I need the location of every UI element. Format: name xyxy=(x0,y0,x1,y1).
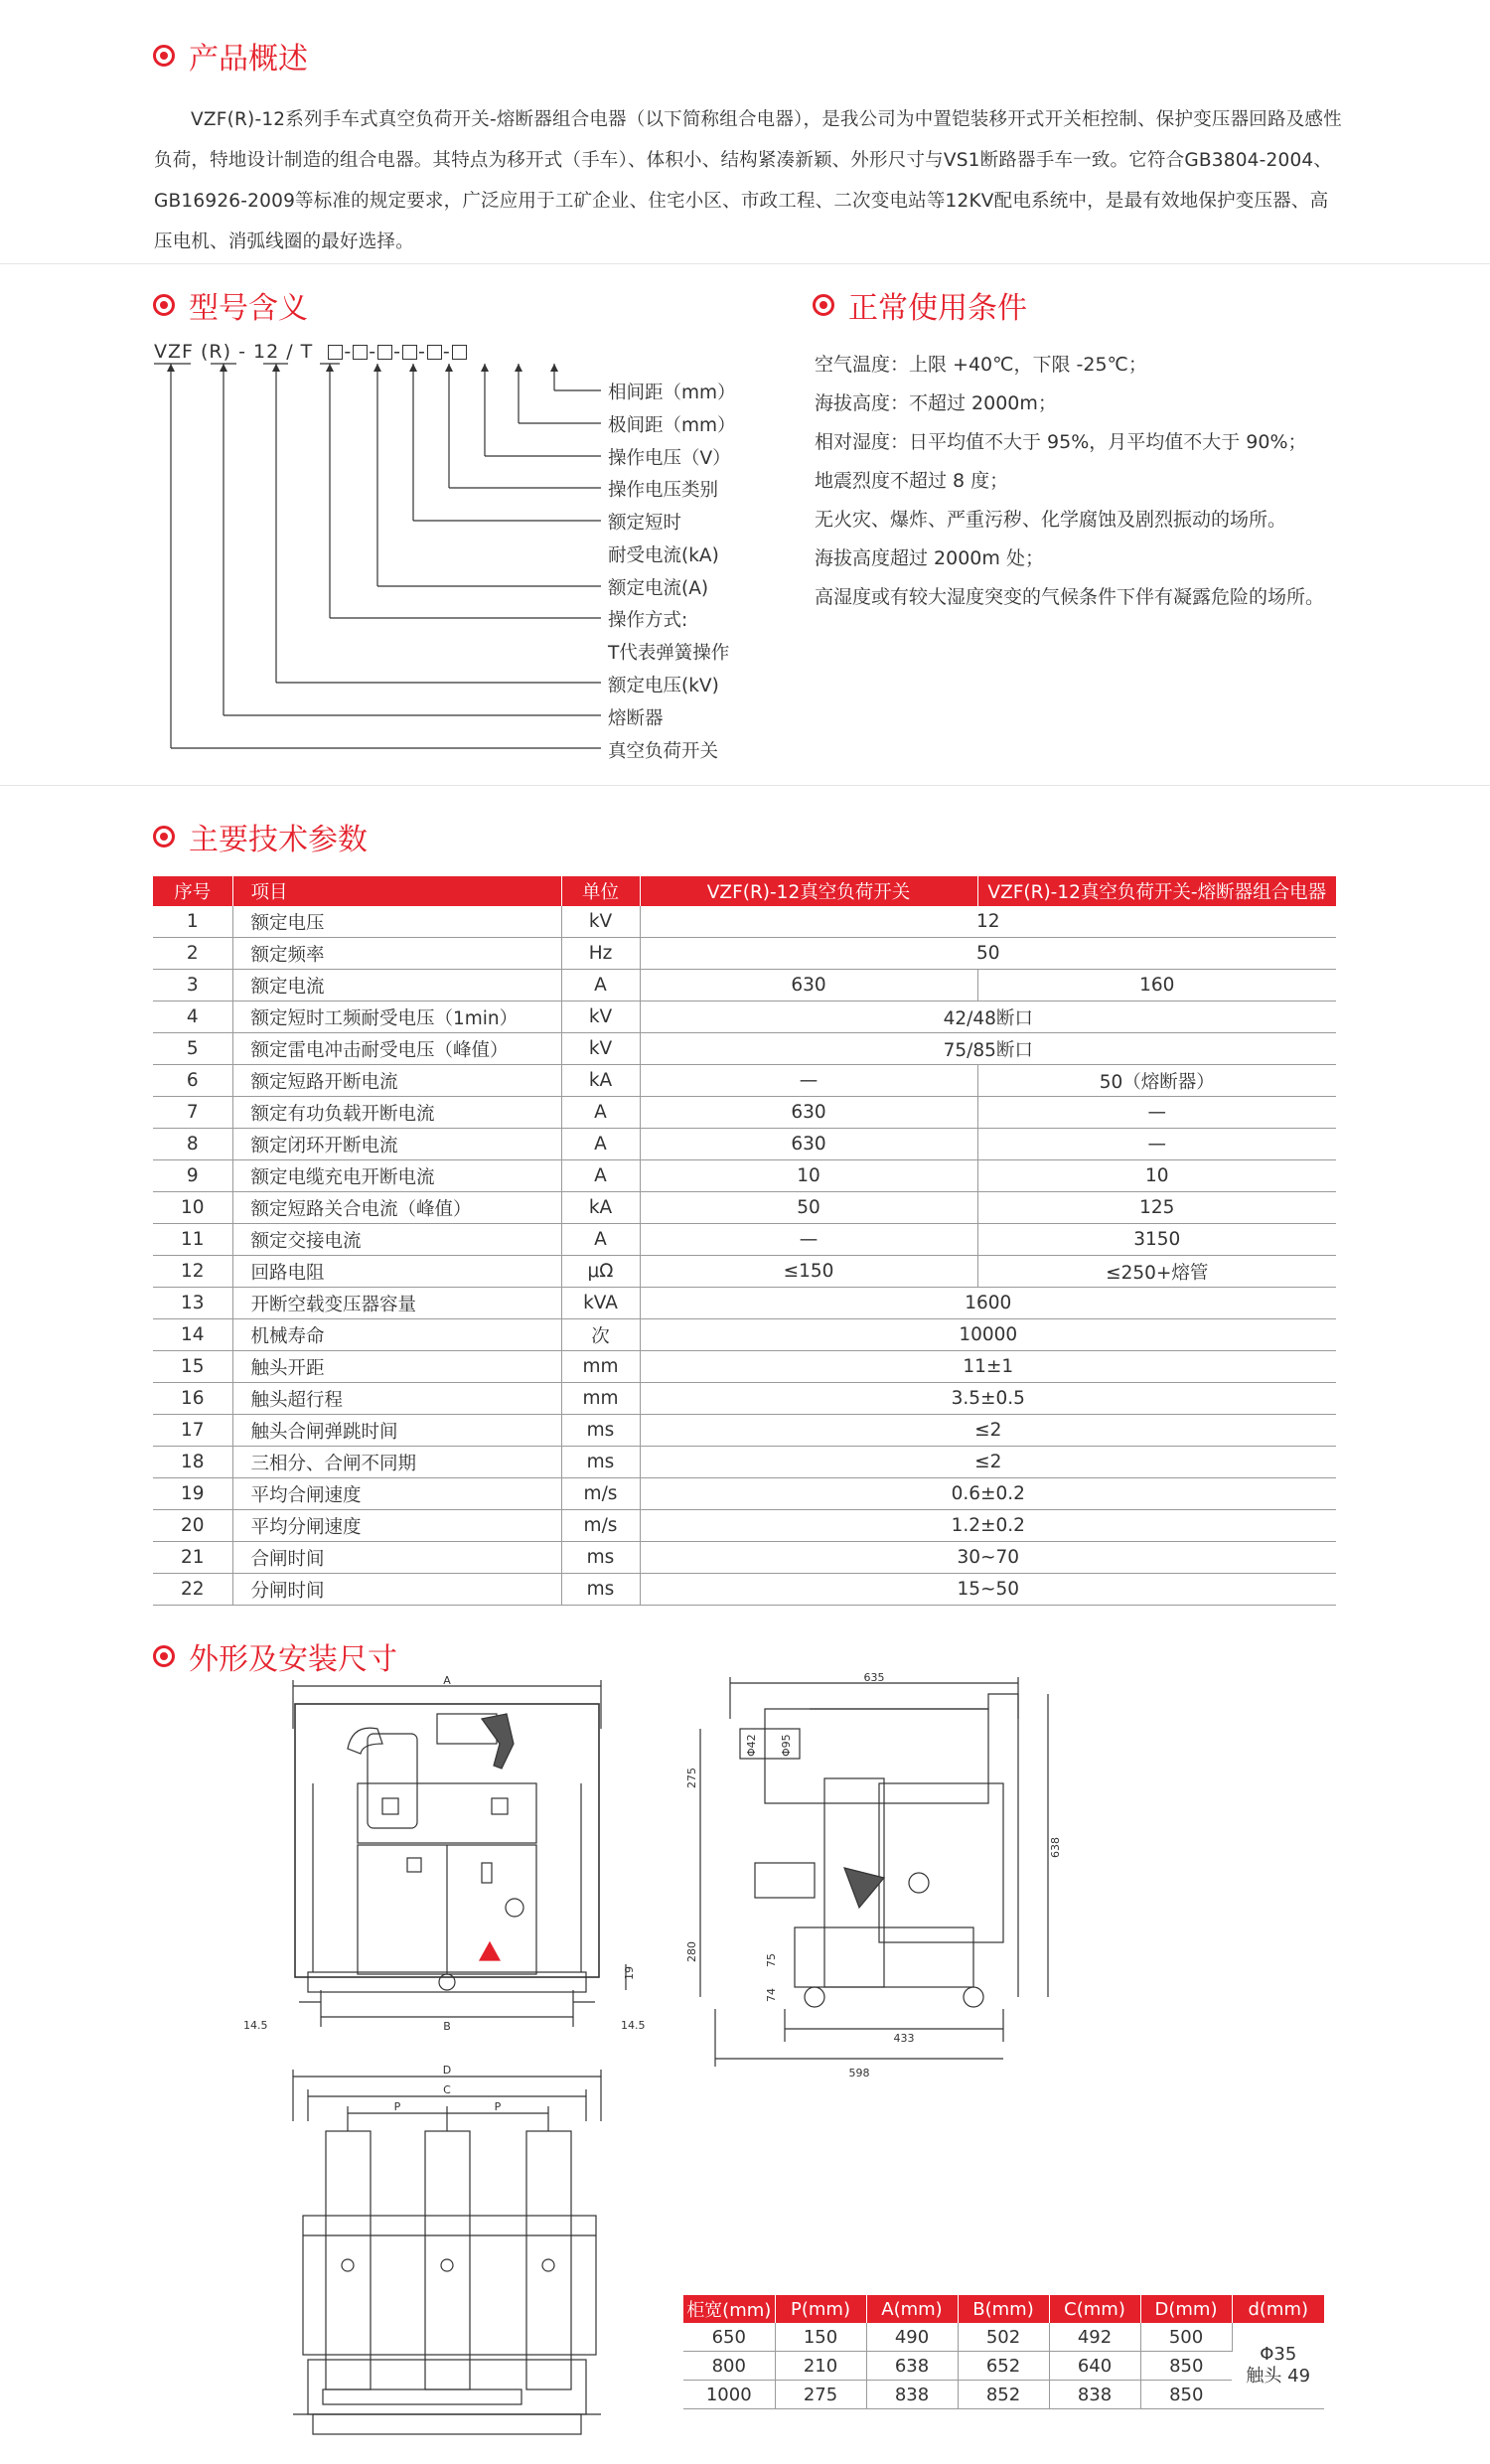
model-label: 额定短时 xyxy=(608,513,682,534)
header-cell: P(mm) xyxy=(775,2295,866,2323)
table-row xyxy=(153,938,1336,970)
table-cell-value: ≤150 xyxy=(640,1256,977,1288)
table-cell-value: 50 xyxy=(640,938,1336,970)
model-code-leader-lines xyxy=(149,358,616,765)
table-row xyxy=(153,970,1336,1001)
table-cell-unit: mm xyxy=(561,1383,640,1415)
condition-item: 地震烈度不超过 8 度； xyxy=(815,470,1009,492)
table-cell-value: 630 xyxy=(640,1097,977,1129)
table-cell-item: 触头合闸弹跳时间 xyxy=(232,1415,561,1447)
table-cell: 652 xyxy=(958,2352,1049,2381)
table-cell-no: 2 xyxy=(153,938,232,970)
divider xyxy=(0,263,1490,264)
header-cell: D(mm) xyxy=(1140,2295,1232,2323)
table-cell: 150 xyxy=(775,2323,866,2352)
dim-label-P: P xyxy=(393,2100,401,2113)
table-cell-no: 3 xyxy=(153,970,232,1001)
table-cell-unit: m/s xyxy=(561,1510,640,1542)
table-cell-no: 11 xyxy=(153,1224,232,1256)
table-cell: 800 xyxy=(683,2352,775,2381)
table-cell-value: — xyxy=(640,1224,977,1256)
table-row xyxy=(153,1097,1336,1129)
dim-label-right: 14.5 xyxy=(621,2019,646,2032)
ring-bullet-icon xyxy=(153,826,175,847)
table-row xyxy=(683,2323,1324,2352)
table-cell-item: 额定电缆充电开断电流 xyxy=(232,1160,561,1192)
section-title-overview: 产品概述 xyxy=(153,34,308,77)
table-cell: 638 xyxy=(866,2352,958,2381)
table-row xyxy=(153,1383,1336,1415)
table-row xyxy=(153,906,1336,938)
model-label: 操作电压类别 xyxy=(608,480,719,501)
table-row xyxy=(683,2381,1324,2409)
table-row xyxy=(153,1319,1336,1351)
header-cell: A(mm) xyxy=(866,2295,958,2323)
table-cell-no: 17 xyxy=(153,1415,232,1447)
table-cell-no: 19 xyxy=(153,1478,232,1510)
table-cell: 500 xyxy=(1140,2323,1232,2352)
table-cell: 640 xyxy=(1049,2352,1140,2381)
table-cell-value: 630 xyxy=(640,1129,977,1160)
table-cell-unit: A xyxy=(561,1097,640,1129)
dim-label: 433 xyxy=(893,2032,915,2045)
table-cell: 650 xyxy=(683,2323,775,2352)
table-row xyxy=(153,1415,1336,1447)
table-cell-item: 额定短路关合电流（峰值） xyxy=(232,1192,561,1224)
table-cell-unit: kV xyxy=(561,906,640,938)
table-cell-item: 三相分、合闸不同期 xyxy=(232,1447,561,1478)
table-row xyxy=(153,1510,1336,1542)
table-cell-value: 30~70 xyxy=(640,1542,1336,1574)
table-cell-item: 触头开距 xyxy=(232,1351,561,1383)
table-cell-value: ≤250+熔管 xyxy=(977,1256,1336,1288)
table-row xyxy=(153,1574,1336,1606)
table-cell-item: 额定雷电冲击耐受电压（峰值） xyxy=(232,1033,561,1065)
table-cell-unit: A xyxy=(561,970,640,1001)
condition-item: 相对湿度：日平均值不大于 95%，月平均值不大于 90%； xyxy=(815,431,1307,453)
table-cell: 838 xyxy=(1049,2381,1140,2409)
table-cell-item: 额定电流 xyxy=(232,970,561,1001)
dim-label: 638 xyxy=(1049,1837,1062,1858)
condition-item: 高湿度或有较大湿度突变的气候条件下伴有凝露危险的场所。 xyxy=(815,586,1325,608)
table-cell-unit: kV xyxy=(561,1001,640,1033)
table-cell-unit: 次 xyxy=(561,1319,640,1351)
table-cell-item: 分闸时间 xyxy=(232,1574,561,1606)
dim-label-A: A xyxy=(443,1674,451,1687)
table-cell-value: 10000 xyxy=(640,1319,1336,1351)
table-row xyxy=(683,2352,1324,2381)
table-cell-item: 额定交接电流 xyxy=(232,1224,561,1256)
table-cell-no: 1 xyxy=(153,906,232,938)
ring-bullet-icon xyxy=(153,45,175,67)
model-label: 额定电压(kV) xyxy=(608,676,719,696)
table-cell-no: 22 xyxy=(153,1574,232,1606)
table-cell-value: 50（熔断器） xyxy=(977,1065,1336,1097)
table-cell-value: 50 xyxy=(640,1192,977,1224)
table-cell-no: 16 xyxy=(153,1383,232,1415)
table-cell: 850 xyxy=(1140,2352,1232,2381)
ring-bullet-icon xyxy=(153,294,175,316)
table-cell-unit: ms xyxy=(561,1447,640,1478)
table-cell: 838 xyxy=(866,2381,958,2409)
table-cell-value: 630 xyxy=(640,970,977,1001)
table-cell: 852 xyxy=(958,2381,1049,2409)
table-cell-no: 20 xyxy=(153,1510,232,1542)
dim-label-D: D xyxy=(442,2064,452,2077)
model-label: 操作方式: xyxy=(608,610,688,631)
header-unit: 单位 xyxy=(561,876,640,906)
table-cell-value: 160 xyxy=(977,970,1336,1001)
model-code: VZF (R) - 12 / T - - - - - xyxy=(154,341,468,363)
table-cell-value: 12 xyxy=(640,906,1336,938)
dimension-table xyxy=(683,2295,1324,2409)
conditions-list xyxy=(815,346,1371,617)
table-cell: 850 xyxy=(1140,2381,1232,2409)
table-cell-value: — xyxy=(977,1097,1336,1129)
table-cell-value: — xyxy=(977,1129,1336,1160)
header-item: 项目 xyxy=(232,876,561,906)
table-row xyxy=(153,1001,1336,1033)
header-cell: 柜宽(mm) xyxy=(683,2295,775,2323)
table-cell-unit: ms xyxy=(561,1542,640,1574)
table-cell-unit: kA xyxy=(561,1065,640,1097)
table-cell-no: 13 xyxy=(153,1288,232,1319)
section-title-dimensions: 外形及安装尺寸 xyxy=(153,1634,397,1678)
table-header-row xyxy=(153,876,1336,906)
top-view-drawing xyxy=(288,2062,626,2444)
table-cell-value: 0.6±0.2 xyxy=(640,1478,1336,1510)
dim-label: 75 xyxy=(765,1953,778,1967)
table-cell-item: 开断空载变压器容量 xyxy=(232,1288,561,1319)
table-cell-unit: kA xyxy=(561,1192,640,1224)
overview-paragraph: VZF(R)-12系列手车式真空负荷开关-熔断器组合电器（以下简称组合电器），是我公司为中置铠装移开式开关柜控制、保护变压器回路及感性负荷，特地设计制造的组合电器。其特点为移开式（手车）、体积小、结构紧凑新颖、外形尺寸与VS1断路器手车一致。它符合GB3804-2004、GB16926-2009等标准的规定要求，广泛应用于工矿企业、住宅小区、市政工程、二次变电站等12KV配电系统中，是最有效地保护变压器、高压电机、消弧线圈的最好选择。 xyxy=(154,109,1342,252)
header-cell: B(mm) xyxy=(958,2295,1049,2323)
table-cell-value: 3.5±0.5 xyxy=(640,1383,1336,1415)
table-cell-no: 15 xyxy=(153,1351,232,1383)
dim-label-h: 19 xyxy=(623,1966,636,1980)
table-cell-value: 10 xyxy=(977,1160,1336,1192)
table-cell-value: 10 xyxy=(640,1160,977,1192)
table-cell: 490 xyxy=(866,2323,958,2352)
table-cell: 275 xyxy=(775,2381,866,2409)
table-cell-item: 额定短路开断电流 xyxy=(232,1065,561,1097)
table-cell-value: 11±1 xyxy=(640,1351,1336,1383)
table-cell-unit: ms xyxy=(561,1574,640,1606)
dim-label-P: P xyxy=(494,2100,502,2113)
section-title-conditions: 正常使用条件 xyxy=(813,283,1027,327)
table-row xyxy=(153,1288,1336,1319)
model-label: 额定电流(A) xyxy=(608,578,709,599)
table-cell-no: 12 xyxy=(153,1256,232,1288)
condition-item: 空气温度：上限 +40℃，下限 -25℃； xyxy=(815,354,1147,376)
table-cell-item: 合闸时间 xyxy=(232,1542,561,1574)
ring-bullet-icon xyxy=(813,294,834,316)
divider xyxy=(0,785,1490,786)
dim-label: 635 xyxy=(863,1671,885,1684)
dim-label: 74 xyxy=(765,1988,778,2002)
table-header-row xyxy=(683,2295,1324,2323)
condition-item: 海拔高度超过 2000m 处； xyxy=(815,547,1044,569)
model-label: T代表弹簧操作 xyxy=(608,643,730,664)
table-cell-unit: A xyxy=(561,1224,640,1256)
table-cell-item: 额定电压 xyxy=(232,906,561,938)
header-combo: VZF(R)-12真空负荷开关-熔断器组合电器 xyxy=(977,876,1336,906)
table-cell-item: 触头超行程 xyxy=(232,1383,561,1415)
params-table xyxy=(153,876,1336,1606)
table-cell-item: 回路电阻 xyxy=(232,1256,561,1288)
table-cell-value: 125 xyxy=(977,1192,1336,1224)
section-title-model: 型号含义 xyxy=(153,283,308,327)
table-cell-no: 10 xyxy=(153,1192,232,1224)
table-cell-no: 18 xyxy=(153,1447,232,1478)
table-cell-no: 6 xyxy=(153,1065,232,1097)
table-row xyxy=(153,1478,1336,1510)
model-label: 熔断器 xyxy=(608,708,664,729)
table-row xyxy=(153,1129,1336,1160)
condition-item: 海拔高度：不超过 2000m； xyxy=(815,392,1057,414)
table-cell-value: 1600 xyxy=(640,1288,1336,1319)
dim-label-C: C xyxy=(443,2083,451,2096)
dim-label-B: B xyxy=(443,2020,451,2033)
ring-bullet-icon xyxy=(153,1645,175,1667)
table-cell-item: 平均合闸速度 xyxy=(232,1478,561,1510)
table-cell: 502 xyxy=(958,2323,1049,2352)
table-row xyxy=(153,1542,1336,1574)
table-row xyxy=(153,1065,1336,1097)
model-label: 耐受电流(kA) xyxy=(608,545,719,566)
front-view-drawing xyxy=(233,1674,661,2047)
table-cell-value: 3150 xyxy=(977,1224,1336,1256)
table-cell-value: 1.2±0.2 xyxy=(640,1510,1336,1542)
table-cell-unit: kVA xyxy=(561,1288,640,1319)
header-no: 序号 xyxy=(153,876,232,906)
table-cell-value: — xyxy=(640,1065,977,1097)
table-cell-unit: A xyxy=(561,1160,640,1192)
table-row xyxy=(153,1224,1336,1256)
table-cell-value: ≤2 xyxy=(640,1447,1336,1478)
table-cell: 210 xyxy=(775,2352,866,2381)
table-cell-value: 15~50 xyxy=(640,1574,1336,1606)
table-row xyxy=(153,1351,1336,1383)
dim-label: Φ95 xyxy=(780,1734,793,1757)
table-cell-no: 5 xyxy=(153,1033,232,1065)
table-cell-no: 7 xyxy=(153,1097,232,1129)
table-row xyxy=(153,1033,1336,1065)
dim-label: 280 xyxy=(685,1941,698,1962)
table-cell: 1000 xyxy=(683,2381,775,2409)
header-cell: C(mm) xyxy=(1049,2295,1140,2323)
table-row xyxy=(153,1447,1336,1478)
table-cell-value: ≤2 xyxy=(640,1415,1336,1447)
table-cell-item: 额定短时工频耐受电压（1min） xyxy=(232,1001,561,1033)
table-cell-item: 额定闭环开断电流 xyxy=(232,1129,561,1160)
condition-item: 无火灾、爆炸、严重污秽、化学腐蚀及剧烈振动的场所。 xyxy=(815,509,1287,531)
table-cell-unit: Hz xyxy=(561,938,640,970)
table-cell-d: Φ35 触头 49 xyxy=(1232,2323,1324,2409)
header-switch: VZF(R)-12真空负荷开关 xyxy=(640,876,977,906)
dim-label: 598 xyxy=(848,2067,870,2079)
model-label: 操作电压（V） xyxy=(608,448,731,469)
model-label: 真空负荷开关 xyxy=(608,741,719,762)
table-cell-item: 平均分闸速度 xyxy=(232,1510,561,1542)
table-row xyxy=(153,1160,1336,1192)
side-view-drawing xyxy=(675,1669,1093,2086)
table-cell-item: 额定有功负载开断电流 xyxy=(232,1097,561,1129)
table-cell-unit: A xyxy=(561,1129,640,1160)
table-cell-unit: mm xyxy=(561,1351,640,1383)
table-cell-no: 14 xyxy=(153,1319,232,1351)
table-cell-unit: μΩ xyxy=(561,1256,640,1288)
table-cell-value: 75/85断口 xyxy=(640,1033,1336,1065)
model-label: 相间距（mm） xyxy=(608,383,736,403)
table-cell-no: 9 xyxy=(153,1160,232,1192)
table-cell-item: 额定频率 xyxy=(232,938,561,970)
table-cell-no: 8 xyxy=(153,1129,232,1160)
table-row xyxy=(153,1256,1336,1288)
table-cell-unit: kV xyxy=(561,1033,640,1065)
table-cell-no: 21 xyxy=(153,1542,232,1574)
table-cell-unit: m/s xyxy=(561,1478,640,1510)
table-cell: 492 xyxy=(1049,2323,1140,2352)
dim-label-left: 14.5 xyxy=(243,2019,268,2032)
dim-label: 275 xyxy=(685,1768,698,1788)
table-cell-unit: ms xyxy=(561,1415,640,1447)
model-label: 极间距（mm） xyxy=(608,415,736,436)
table-cell-item: 机械寿命 xyxy=(232,1319,561,1351)
table-row xyxy=(153,1192,1336,1224)
header-cell: d(mm) xyxy=(1232,2295,1324,2323)
dim-label: Φ42 xyxy=(745,1734,758,1757)
table-cell-value: 42/48断口 xyxy=(640,1001,1336,1033)
section-title-params: 主要技术参数 xyxy=(153,815,368,858)
table-cell-no: 4 xyxy=(153,1001,232,1033)
